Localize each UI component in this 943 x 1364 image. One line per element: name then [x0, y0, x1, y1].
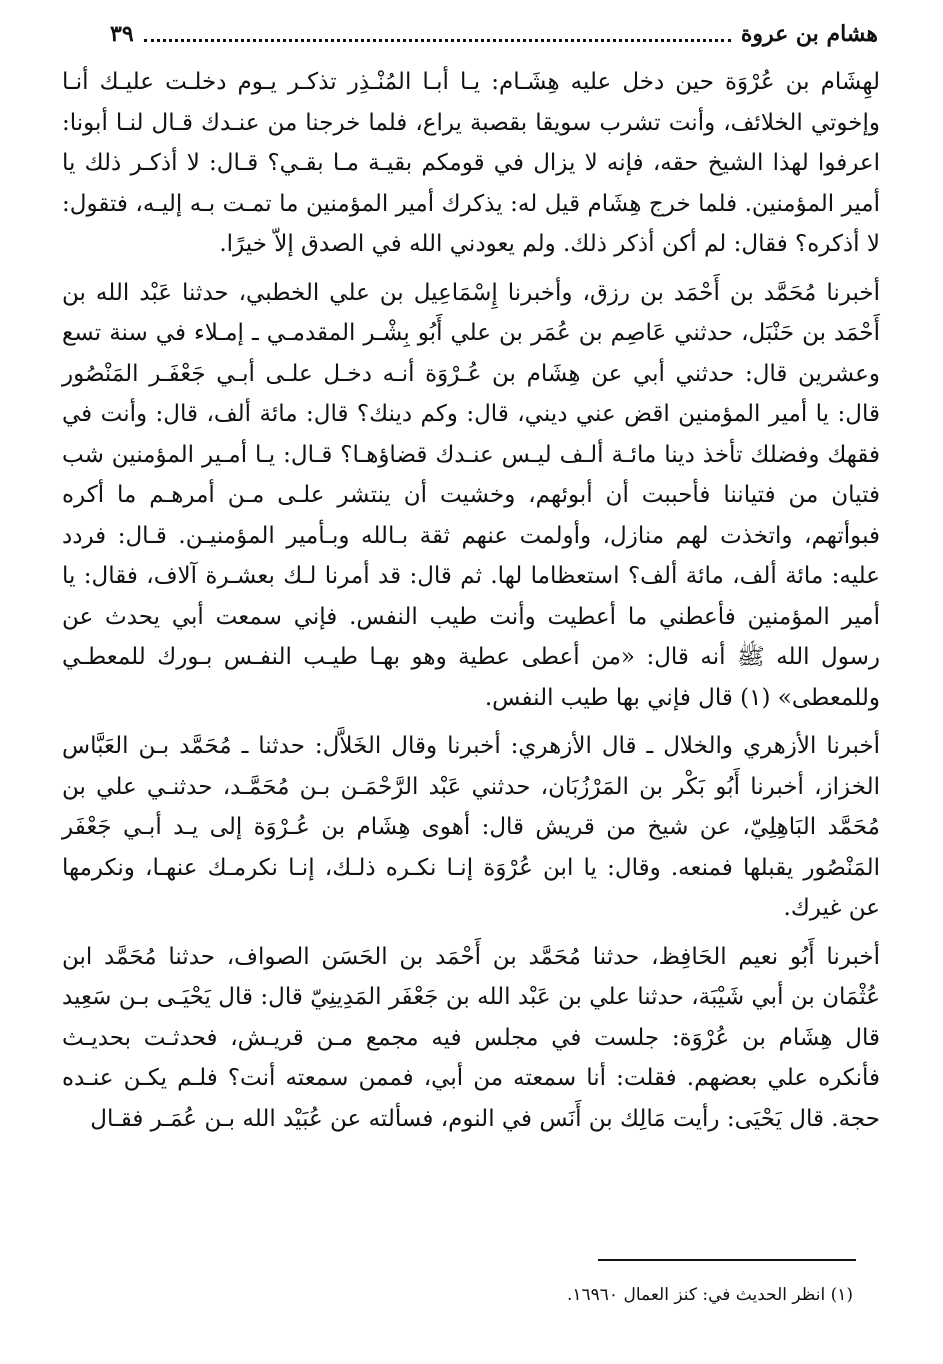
footnote-separator [598, 1259, 856, 1261]
paragraph: لهِشَام بن عُرْوَة حين دخل عليه هِشَـام: يـا أبـا المُنْـذِر تذكـر يـوم دخلـت عليـك أنـا وإخوتي الخلائف، وأنت تشرب سويقا بقصبة يراع، فلما خرجنا من عنـدك قـال لنـا أبونا: اعرفوا لهذا الشيخ حقه، فإنه لا يزال في قومكم بقيـة مـا بقـي؟ قـال: لا أذكـر ذلك يا أمير المؤمنين. فلما خرج هِشَام قيل له: يذكرك أمير المؤمنين ما تمـت بـه إليـه، فتقول: لا أذكره؟ فقال: لم أكن أذكر ذلك. ولم يعودني الله في الصدق إلاّ خيرًا. [62, 69, 880, 257]
page-number: ٣٩ [110, 21, 134, 47]
header-dot-leader [144, 39, 731, 42]
main-text [62, 62, 880, 1139]
footnote: (١) انظر الحديث في: كنز العمال ١٦٩٦٠. [567, 1285, 853, 1305]
paragraph: أخبرنا أَبُو نعيم الحَافِظ، حدثنا مُحَمَّد بن أَحْمَد بن الحَسَن الصواف، حدثنا مُحَمَّد ابن عُثْمَان بن أبي شَيْبَة، حدثنا علي بن عَبْد الله بن جَعْفَر المَدِينِيّ قال: قال يَحْيَـى بـن سَعِيد قال هِشَام بن عُرْوَة: جلست في مجلس فيه مجمع مـن قريـش، فحدثـت بحديـث فأنكره علي بعضهم. فقلت: أنا سمعته من أبي، فممن سمعته أنت؟ فلـم يكـن عنـده حجة. قال يَحْيَى: رأيت مَالِك بن أَنَس في النوم، فسألته عن عُبَيْد الله بـن عُمَـر فقـال [62, 943, 880, 1132]
paragraph: أخبرنا مُحَمَّد بن أَحْمَد بن رزق، وأخبرنا إِسْمَاعِيل بن علي الخطبي، حدثنا عَبْد الله بن أَحْمَد بن حَنْبَل، حدثني عَاصِم بن عُمَر بن علي أَبُو بِشْـر المقدمـي ـ إمـلاء في سنة تسع وعشرين قال: حدثني أبي عن هِشَام بن عُـرْوَة أنـه دخـل علـى أبـي جَعْفَـر المَنْصُور قال: يا أمير المؤمنين اقض عني ديني، قال: وكم دينك؟ قال: مائة ألف، قال: وأنت في فقهك وفضلك تأخذ دينا مائـة ألـف ليـس عنـدك قضاؤهـا؟ قـال: يـا أمـير المؤمنين شب فتيان من فتياننا فأحببت أن أبوئهم، وخشيت أن ينتشر علـى مـن أمرهـم ما أكره فبوأتهم، واتخذت لهم منازل، وأولمت عنهم ثقة بـالله وبـأمير المؤمنيـن. قـال: فردد عليه: مائة ألف، مائة ألف؟ استعظاما لها. ثم قال: قد أمرنا لـك بعشـرة آلاف، فقال: يا أمير المؤمنين فأعطني ما أعطيت وأنت طيب النفس. فإني سمعت أبي يحدث عن رسول الله ﷺ أنه قال: «من أعطى عطية وهو بهـا طيـب النفـس بـورك للمعطـي وللمعطى» (١) قال فإني بها طيب النفس. [62, 279, 880, 711]
running-title: هشام بن عروة [740, 21, 878, 47]
page-header [110, 14, 878, 54]
paragraph: أخبرنا الأزهري والخلال ـ قال الأزهري: أخبرنا وقال الخَلاَّل: حدثنا ـ مُحَمَّد بـن العَبَّاس الخزاز، أخبرنا أَبُو بَكْر بن المَرْزُبَان، حدثني عَبْد الرَّحْمَـن بـن مُحَمَّـد، حدثنـي علي بن مُحَمَّد البَاهِلِيّ، عن شيخ من قريش قال: أهوى هِشَام بن عُـرْوَة إلى يـد أبـي جَعْفَر المَنْصُور يقبلها فمنعه. وقال: يا ابن عُرْوَة إنـا نكـره ذلـك، إنـا نكرمـك عنهـا، ونكرمها عن غيرك. [62, 733, 880, 921]
